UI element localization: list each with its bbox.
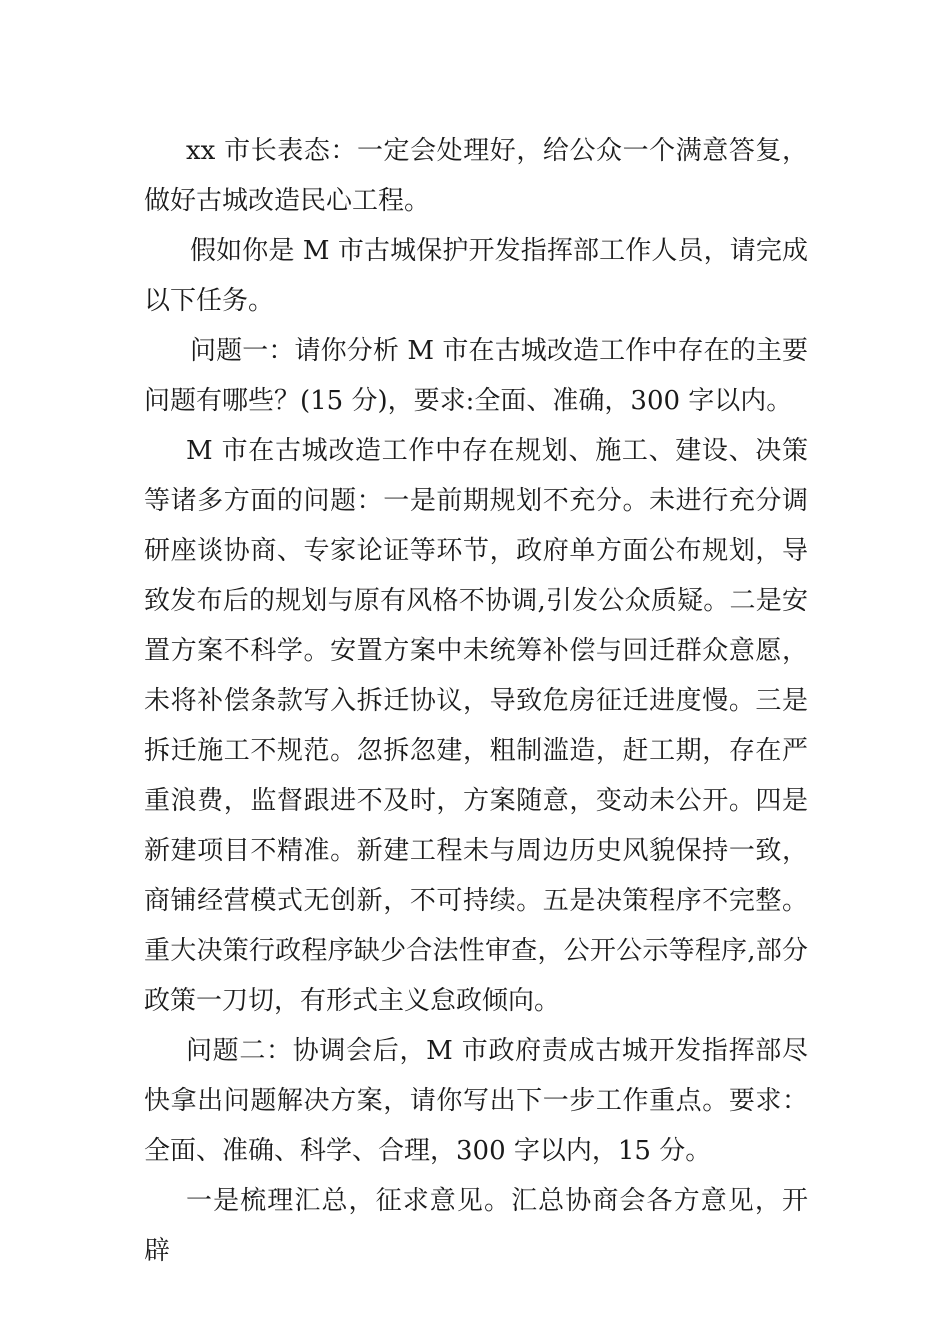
paragraph-question-one: 问题一：请你分析 M 市在古城改造工作中存在的主要问题有哪些？(15 分)，要求:全面、准确，300 字以内。 bbox=[144, 336, 808, 416]
paragraph-mayor-statement: xx 市长表态：一定会处理好，给公众一个满意答复，做好古城改造民心工程。 bbox=[144, 136, 808, 216]
paragraph-question-two: 问题二：协调会后，M 市政府责成古城开发指挥部尽快拿出问题解决方案，请你写出下一步工作重点。要求：全面、准确、科学、合理，300 字以内，15 分。 bbox=[144, 1036, 808, 1166]
document-body bbox=[144, 126, 808, 1276]
paragraph-answer-one: M 市在古城改造工作中存在规划、施工、建设、决策等诸多方面的问题：一是前期规划不充分。未进行充分调研座谈协商、专家论证等环节，政府单方面公布规划，导致发布后的规划与原有风格不协调,引发公众质疑。二是安置方案不科学。安置方案中未统筹补偿与回迁群众意愿，未将补偿条款写入拆迁协议，导致危房征迁进度慢。三是拆迁施工不规范。忽拆忽建，粗制滥造，赶工期，存在严重浪费，监督跟进不及时，方案随意，变动未公开。四是新建项目不精准。新建工程未与周边历史风貌保持一致，商铺经营模式无创新，不可持续。五是决策程序不完整。重大决策行政程序缺少合法性审查，公开公示等程序,部分政策一刀切，有形式主义怠政倾向。 bbox=[144, 436, 808, 1016]
paragraph-task-intro: 假如你是 M 市古城保护开发指挥部工作人员，请完成以下任务。 bbox=[144, 236, 808, 316]
paragraph-answer-two-start: 一是梳理汇总，征求意见。汇总协商会各方意见，开辟 bbox=[144, 1186, 808, 1266]
